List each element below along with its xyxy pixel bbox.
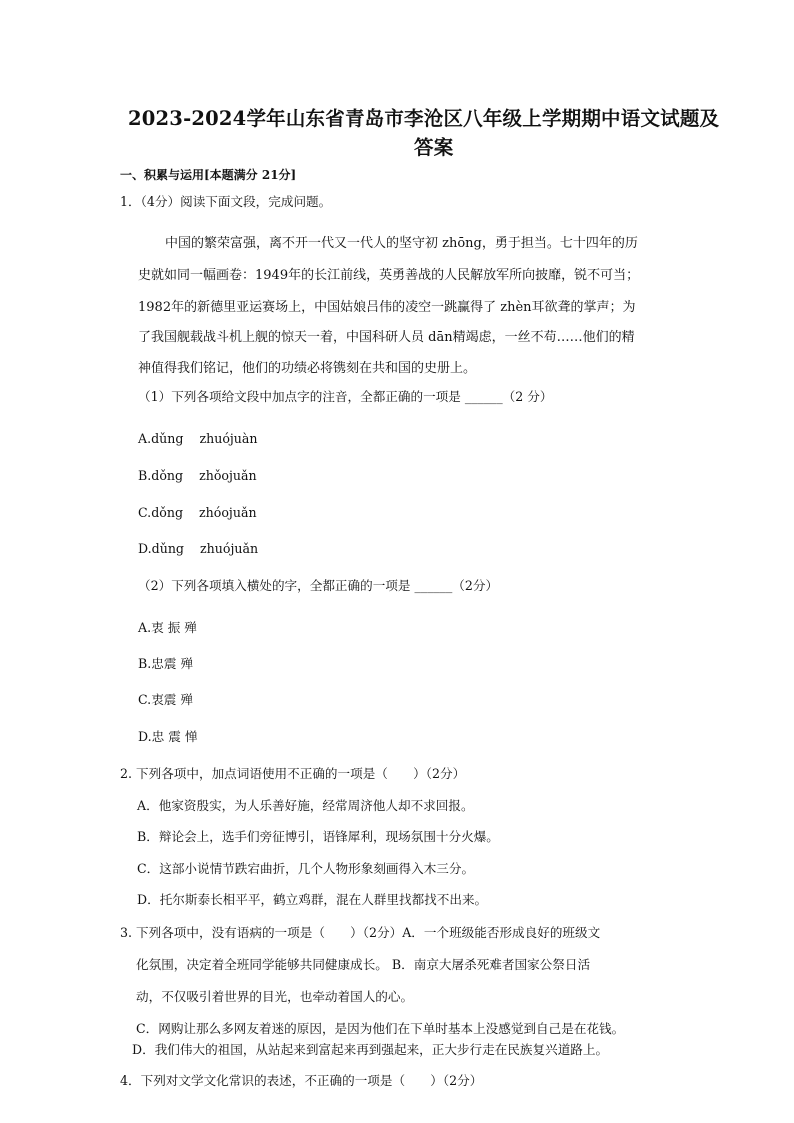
option-a: A.dǔng zhuójuàn (138, 431, 258, 446)
document-title-line1: 2023-2024学年山东省青岛市李沧区八年级上学期期中语文试题及 (128, 107, 720, 130)
option-a: A.衷 振 殚 (138, 620, 197, 635)
option-c: C.衷震 殚 (138, 692, 193, 707)
option-a: A．他家资殷实，为人乐善好施，经常周济他人却不求回报。 (137, 798, 474, 813)
option-c: C.dǒng zhóojuǎn (138, 505, 257, 520)
sub-question-2-stem: （2）下列各项填入横处的字，全都正确的一项是 ______（2分） (138, 578, 499, 593)
passage-line: 神值得我们铭记，他们的功绩必将镌刻在共和国的史册上。 (138, 361, 477, 376)
question-3-line: D．我们伟大的祖国，从站起来到富起来再到强起来，正大步行走在民族复兴道路上。 (132, 1042, 609, 1057)
question-3-line: C．网购让那么多网友着迷的原因，是因为他们在下单时基本上没感觉到自己是在花钱。 (136, 1021, 625, 1036)
option-d: D.忠 震 惮 (138, 729, 198, 744)
question-3-line: 化氛围，决定着全班同学能够共同健康成长。 B．南京大屠杀死难者国家公祭日活 (136, 957, 591, 972)
document-title-line2: 答案 (414, 136, 454, 159)
question-1-stem: 1．（4分）阅读下面文段，完成问题。 (120, 194, 332, 209)
passage-line: 史就如同一幅画卷：1949年的长江前线，英勇善战的人民解放军所向披靡，锐不可当； (138, 268, 640, 283)
option-b: B.dǒng zhǒojuǎn (138, 468, 257, 483)
option-d: D．托尔斯泰长相平平，鹤立鸡群，混在人群里找都找不出来。 (137, 892, 488, 907)
passage-line: 中国的繁荣富强，离不开一代又一代人的坚守初 zhōng，勇于担当。七十四年的历 (165, 236, 638, 251)
question-3-line: 3. 下列各项中，没有语病的一项是（ ）（2分）A．一个班级能否形成良好的班级文 (120, 925, 601, 940)
question-2-stem: 2. 下列各项中，加点词语使用不正确的一项是（ ）（2分） (120, 766, 466, 781)
passage-line: 1982年的新德里亚运赛场上，中国姑娘吕伟的凌空一跳赢得了 zhèn耳欲聋的掌声；为 (138, 300, 636, 315)
option-b: B.忠震 殚 (138, 656, 194, 671)
option-b: B．辩论会上，选手们旁征博引，语锋犀利，现场氛围十分火爆。 (137, 829, 499, 844)
option-c: C．这部小说情节跌宕曲折，几个人物形象刻画得入木三分。 (137, 861, 475, 876)
sub-question-1-stem: （1）下列各项给文段中加点字的注音，全都正确的一项是 ______（2 分） (138, 389, 553, 404)
question-4-stem: 4．下列对文学文化常识的表述，不正确的一项是（ ）（2分） (120, 1073, 483, 1088)
question-3-line: 动，不仅吸引着世界的目光，也牵动着国人的心。 (136, 989, 414, 1004)
passage-line: 了我国舰载战斗机上舰的惊天一着，中国科研人员 dān精竭虑，一丝不苟……他们的精 (138, 330, 635, 345)
option-d: D.dǔng zhuójuǎn (138, 541, 259, 556)
section-heading: 一、积累与运用[本题满分 21分] (120, 168, 297, 182)
